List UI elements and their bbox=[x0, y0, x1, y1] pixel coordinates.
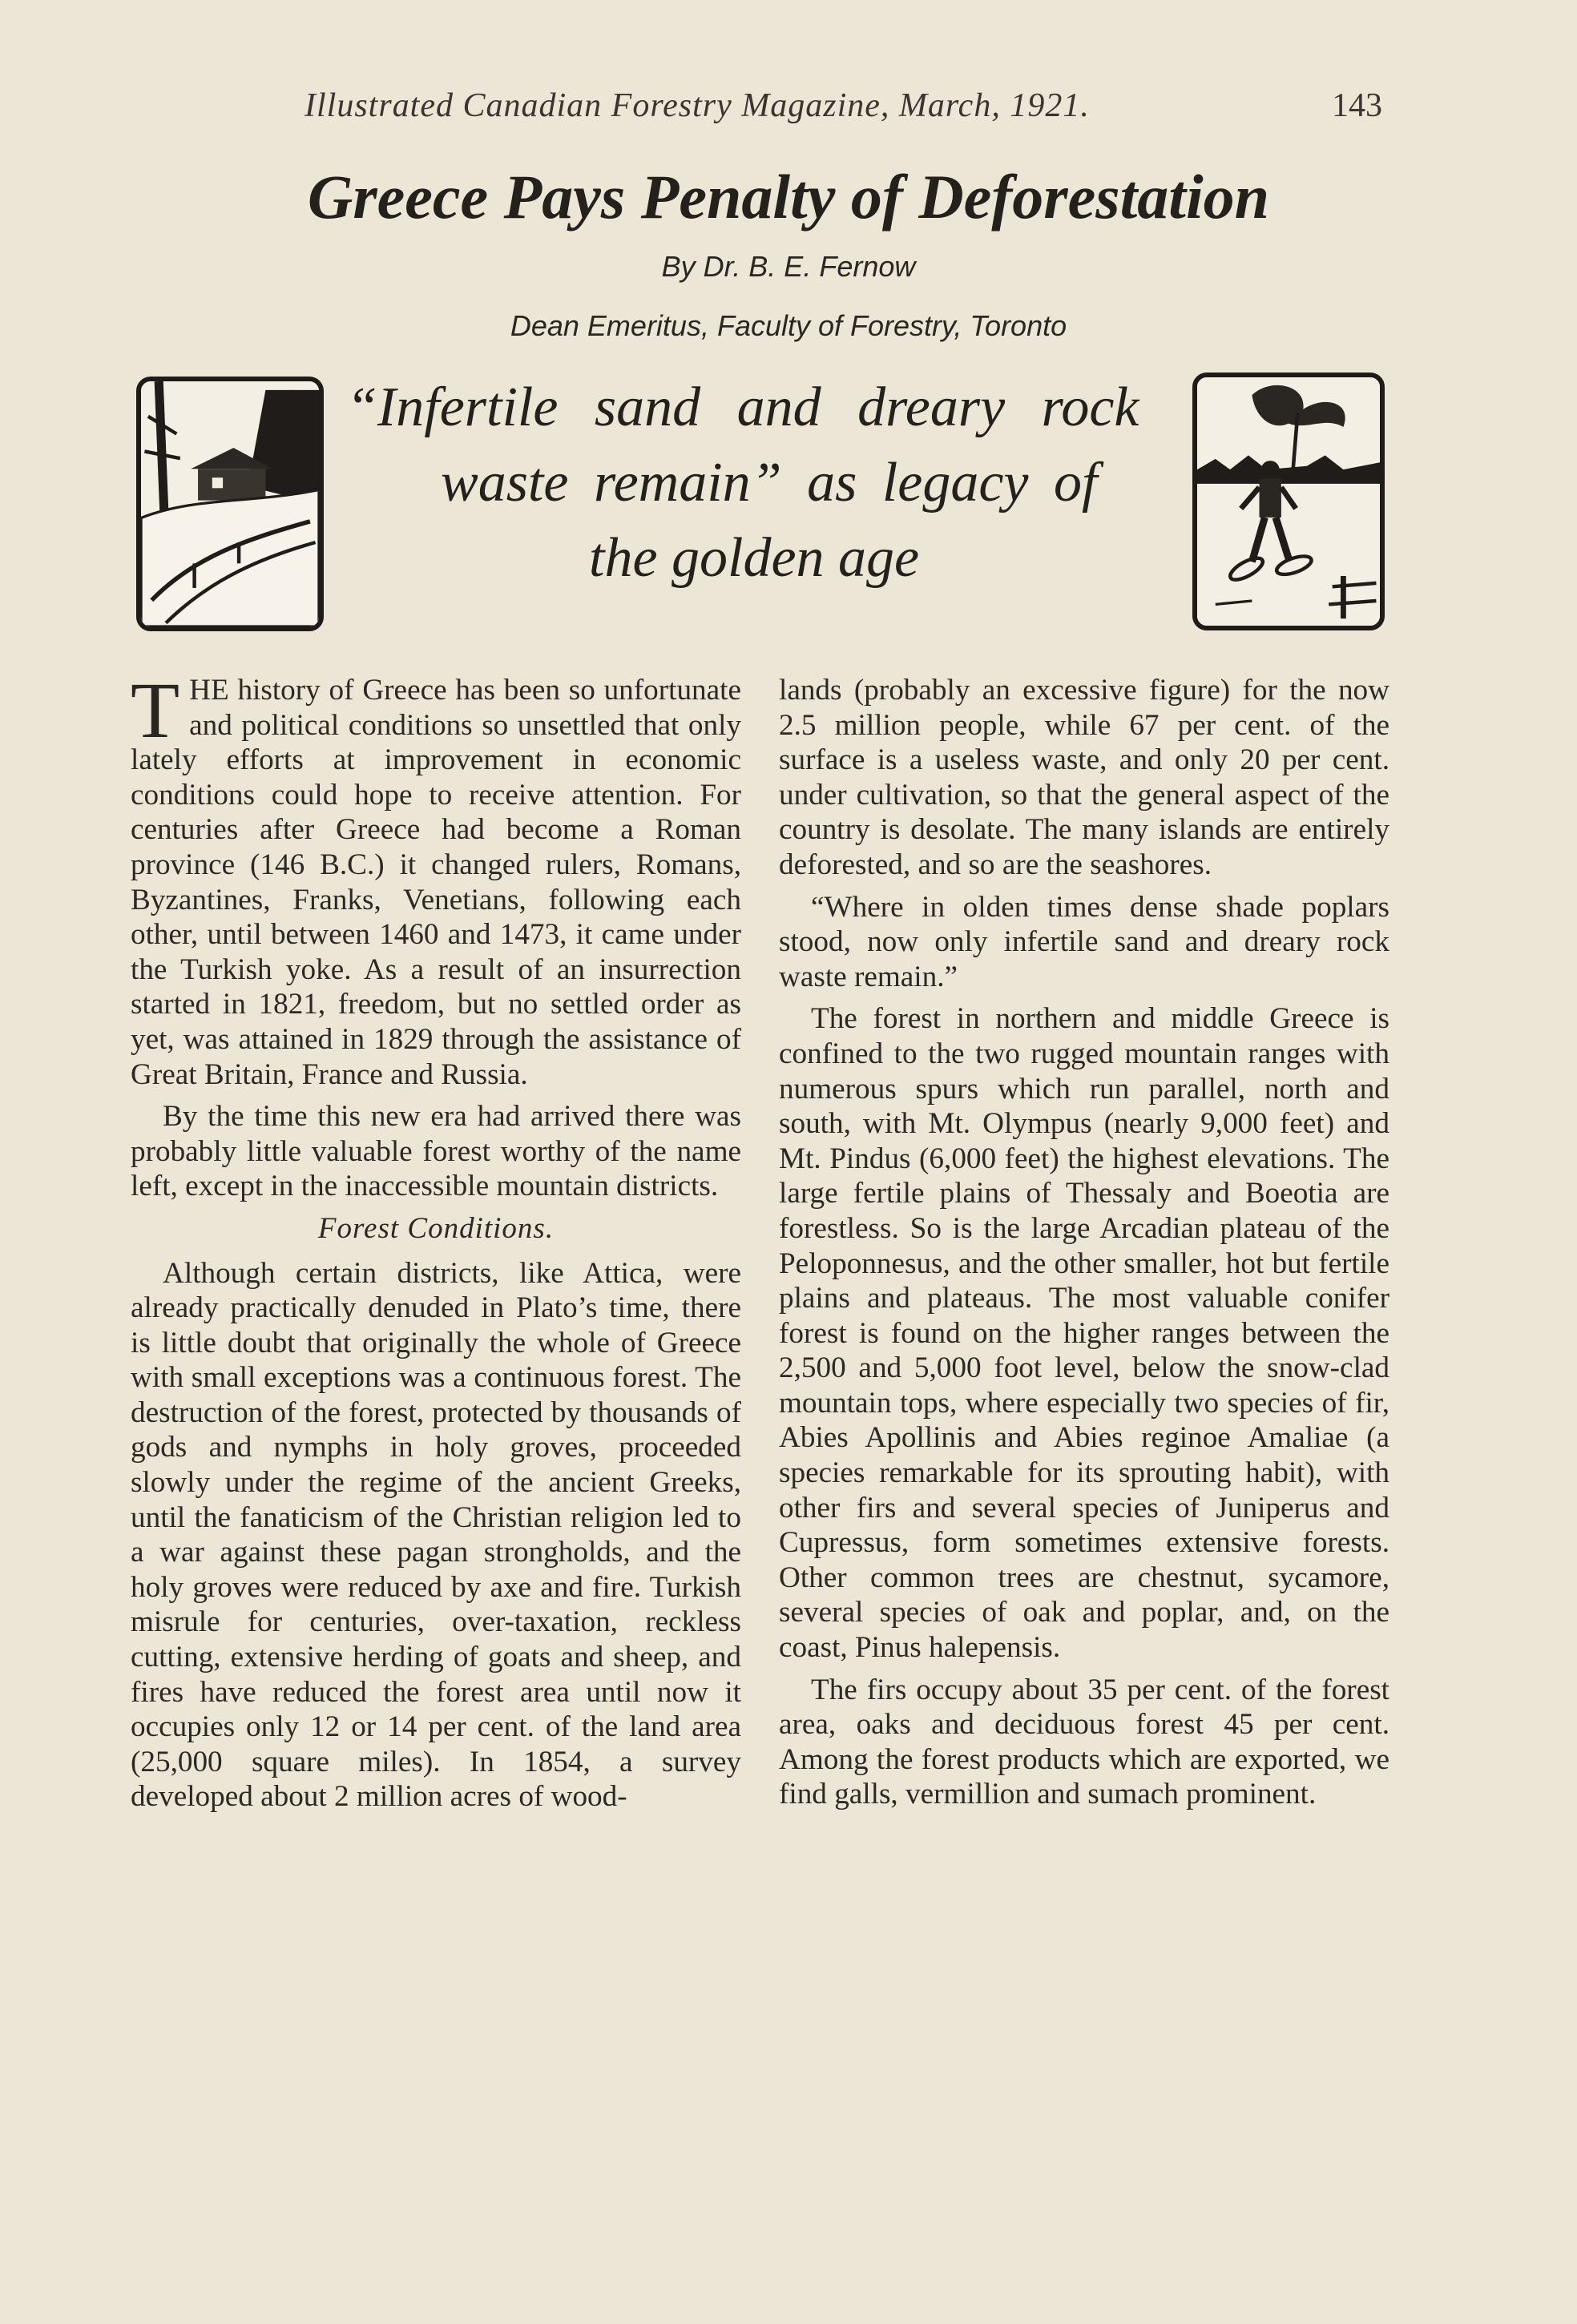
paragraph: The firs occupy about 35 per cent. of the forest area, oaks and deciduous forest 45 per cent. Among the forest products which are exported, we find galls, vermillion and sumach prominent. bbox=[779, 1673, 1389, 1811]
article-title: Greece Pays Penalty of Deforestation bbox=[307, 162, 1269, 232]
paragraph: “Where in olden times dense shade poplars stood, now only infertile sand and dreary rock waste remain.” bbox=[779, 890, 1389, 993]
paragraph: Although certain districts, like Attica, were already practically denuded in Plato’s time, there is little doubt that originally the whole of Greece with small exceptions was a continuous forest. The destruction of the forest, protected by thousands of gods and nymphs in holy groves, proceeded slowly under the regime of the ancient Greeks, until the fanaticism of the Christian religion led to a war against these pagan strongholds, and the holy groves were reduced by axe and fire. Turkish misrule for centuries, over-taxation, reckless cutting, extensive herding of goats and sheep, and fires have reduced the forest area until now it occupies only 12 or 14 per cent. of the land area (25,000 square miles). In 1854, a survey developed about 2 million acres of wood- bbox=[131, 1256, 741, 1814]
right-column bbox=[779, 673, 1389, 1819]
article-deck bbox=[337, 370, 1170, 596]
paragraph: The forest in northern and middle Greece is confined to the two rugged mountain ranges with numerous spurs which run parallel, north and south, with Mt. Olympus (nearly 9,000 feet) and Mt. Pindus (6,000 feet) the highest elevations. The large fertile plains of Thessaly and Boeotia are forestless. So is the large Arcadian plateau of the Peloponnesus, and the other smaller, hot but fertile plains and plateaus. The most valuable conifer forest is found on the higher ranges between the 2,500 and 5,000 foot level, below the snow-clad mountain tops, where especially two species of fir, Abies Apollinis and Abies reginoe Amaliae (a species remarkable for its sprouting habit), with other firs and several species of Juniperus and Cupressus, form sometimes extensive forests. Other common trees are chestnut, sycamore, several species of oak and poplar, and, on the coast, Pinus halepensis. bbox=[779, 1002, 1389, 1665]
deck-line-1: “Infertile sand and dreary rock bbox=[346, 377, 1139, 438]
author-affiliation: Dean Emeritus, Faculty of Forestry, Toronto bbox=[510, 309, 1067, 342]
snowshoer-illustration bbox=[1192, 373, 1385, 630]
section-subheading: Forest Conditions. bbox=[317, 1211, 555, 1245]
paragraph: lands (probably an excessive figure) for the now 2.5 million people, while 67 per cent. of the surface is a useless waste, and only 20 per cent. under cultivation, so that the general aspect of the country is desolate. The many islands are entirely deforested, and so are the seashores. bbox=[779, 674, 1389, 881]
page-number: 143 bbox=[1332, 87, 1382, 124]
drop-cap: T bbox=[131, 666, 180, 755]
running-head: Illustrated Canadian Forestry Magazine, March, 1921. bbox=[305, 87, 1090, 124]
deck-line-2: waste remain” as legacy of bbox=[441, 452, 1098, 514]
paragraph: By the time this new era had arrived there was probably little valuable forest worthy of the name left, except in the inaccessible mountain districts. bbox=[131, 1100, 741, 1203]
article-byline: By Dr. B. E. Fernow bbox=[661, 250, 916, 283]
cabin-landscape-illustration bbox=[136, 377, 324, 631]
paragraph-text: HE history of Greece has been so unfortunate and political conditions so unsettled that only lately efforts at improvement in economic conditions could hope to receive attention. For centuries after Greece had become a Roman province (146 B.C.) it changed rulers, Romans, Byzantines, Franks, Venetians, following each other, until between 1460 and 1473, it came under the Turkish yoke. As a result of an insurrection started in 1821, freedom, but no settled order as yet, was attained in 1829 through the assistance of Great Britain, France and Russia. bbox=[131, 674, 741, 1091]
paragraph bbox=[131, 666, 741, 1092]
deck-line-3: the golden age bbox=[589, 527, 920, 589]
left-column bbox=[131, 666, 741, 1822]
